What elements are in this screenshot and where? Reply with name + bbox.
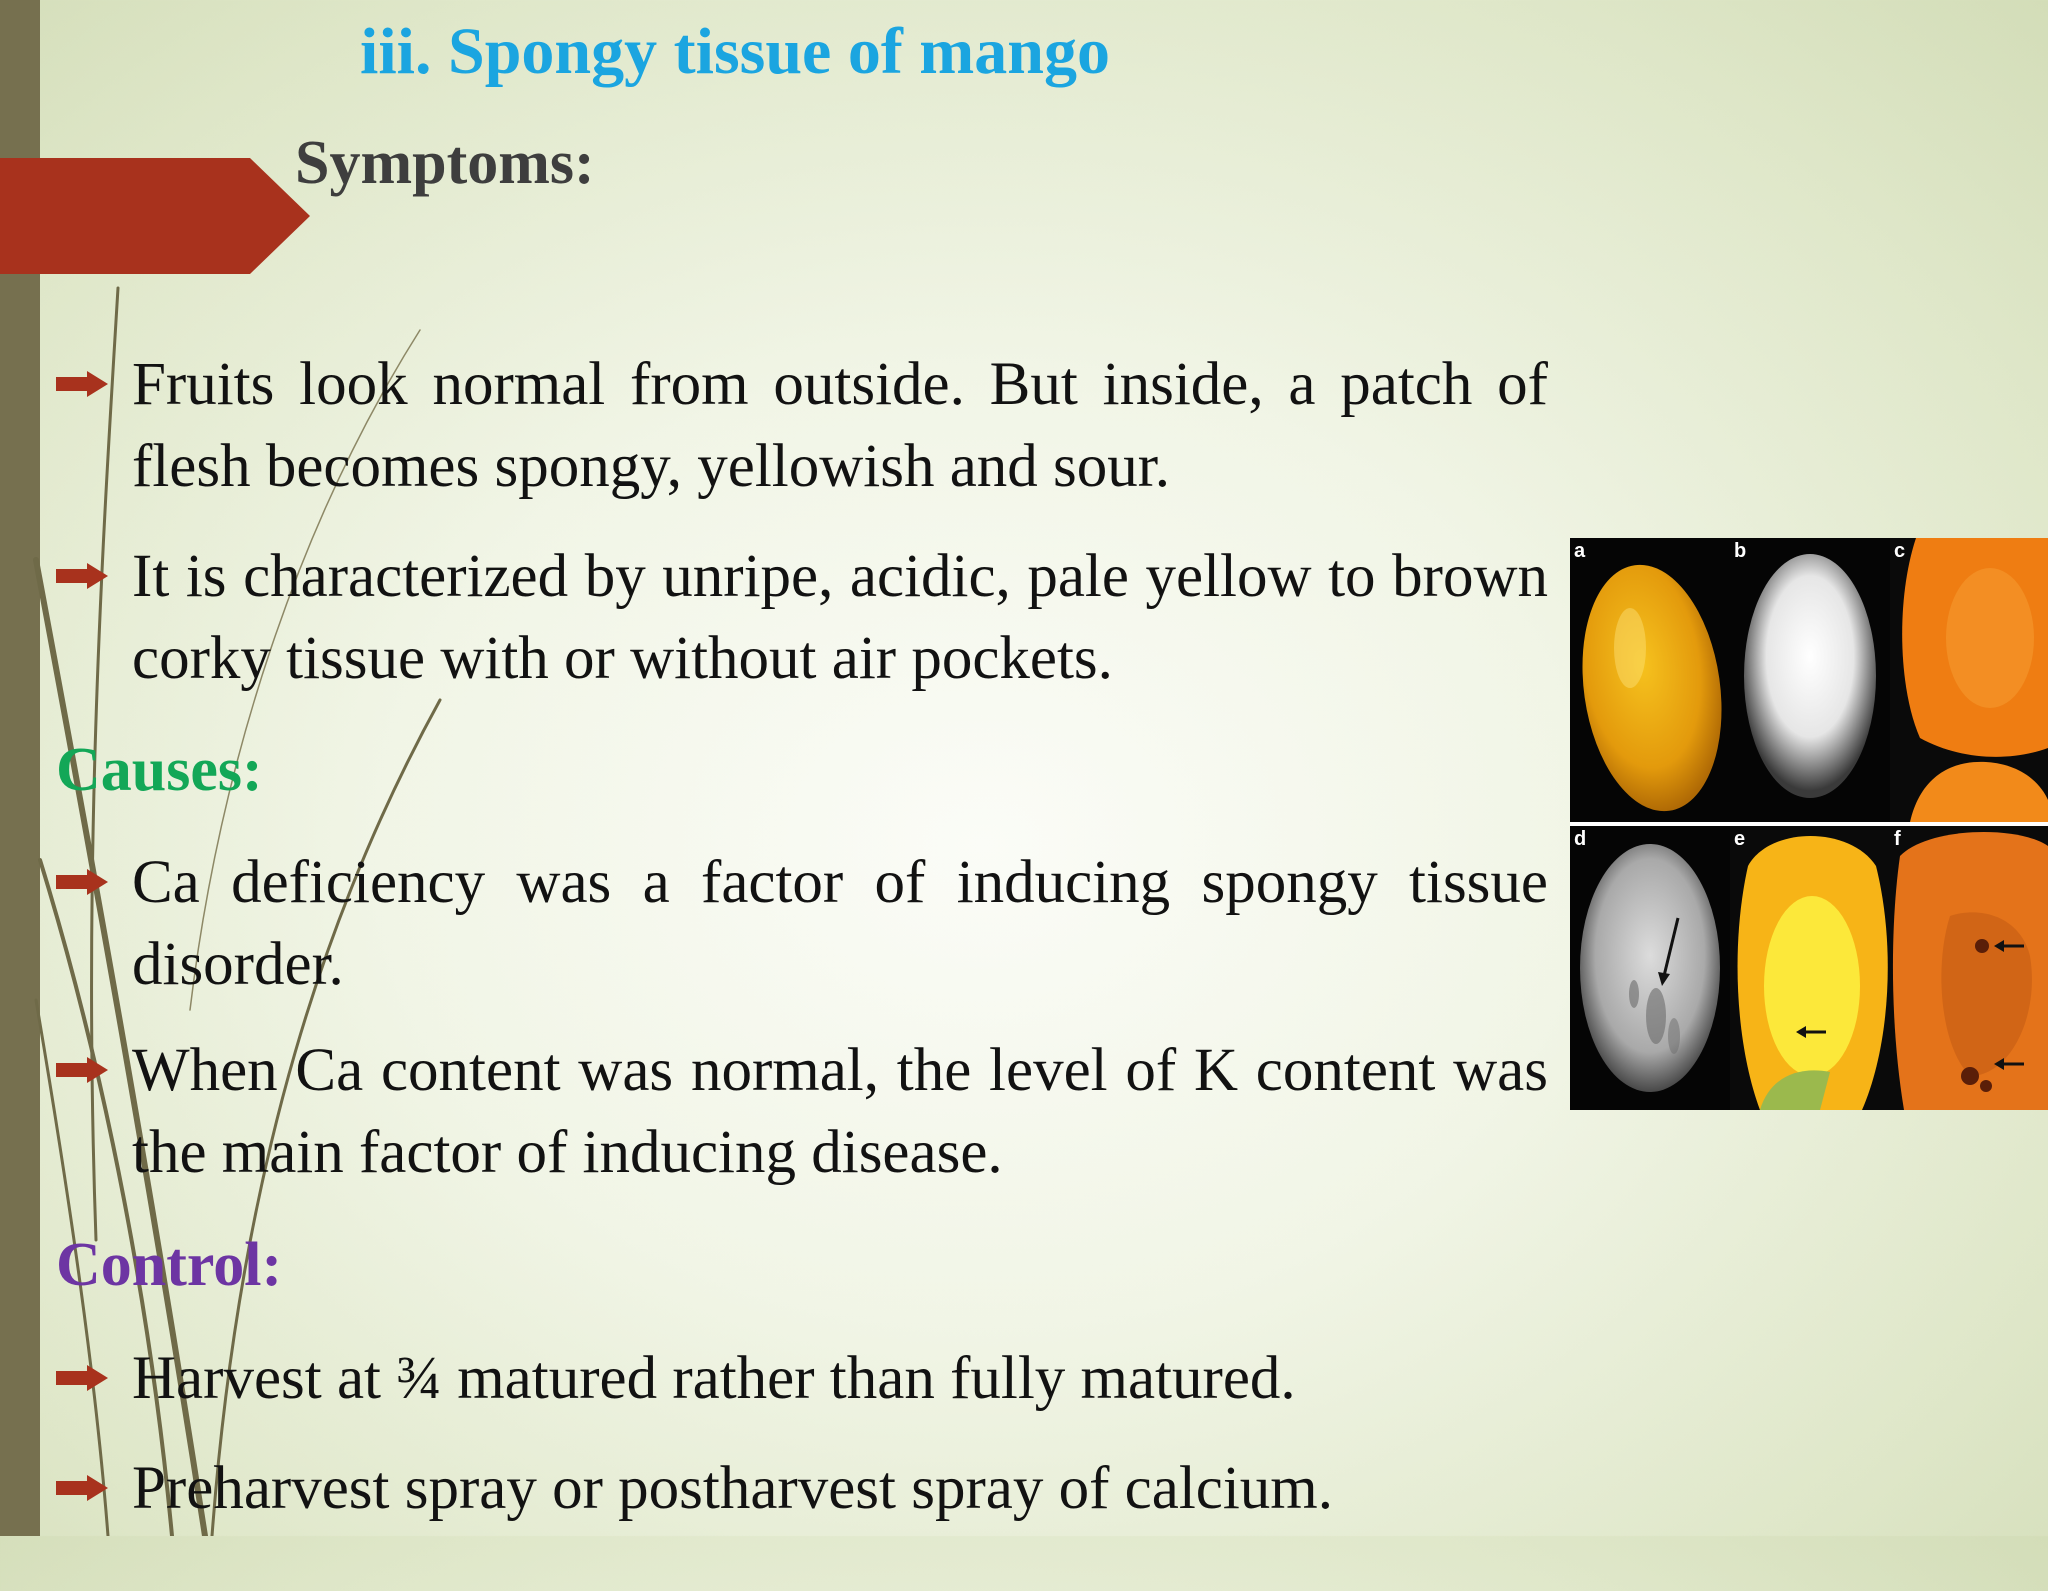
right-arrow-bullet-icon	[56, 546, 132, 606]
cause-text-1: Ca deficiency was a factor of inducing spongy tissue disorder.	[132, 849, 1548, 998]
mango-whole-fruit-image	[1570, 538, 1730, 822]
control-text-1: Harvest at ¾ matured rather than fully matured.	[132, 1345, 1296, 1412]
cause-text-2: When Ca content was normal, the level of K content was the main factor of inducing disease.	[132, 1037, 1548, 1186]
symptom-text-1: Fruits look normal from outside. But inside, a patch of flesh becomes spongy, yellowish and sour.	[132, 351, 1548, 500]
symptom-bullet-2	[56, 543, 1548, 761]
right-arrow-bullet-icon	[56, 354, 132, 414]
panel-label-f: f	[1894, 828, 1901, 850]
control-heading: Control:	[56, 1231, 283, 1299]
mango-xray-image	[1730, 538, 1890, 822]
mango-cut-yellow-flesh-image	[1730, 826, 1890, 1110]
right-arrow-bullet-icon	[56, 1458, 132, 1518]
right-arrow-bullet-icon	[56, 1348, 132, 1408]
panel-label-c: c	[1894, 540, 1906, 562]
mango-photo-panel-a	[1570, 538, 1730, 822]
panel-label-d: d	[1574, 828, 1587, 850]
cause-bullet-2	[56, 1037, 1548, 1255]
mango-cut-section-image	[1890, 538, 2048, 822]
right-arrow-bullet-icon	[56, 852, 132, 912]
red-banner-shape	[0, 158, 310, 274]
mango-photo-panel-b	[1730, 538, 1890, 822]
symptom-text-2: It is characterized by unripe, acidic, pale yellow to brown corky tissue with or without air pockets.	[132, 543, 1548, 692]
panel-label-e: e	[1734, 828, 1746, 850]
mango-photo-figure	[1570, 538, 2048, 1110]
panel-label-a: a	[1574, 540, 1586, 562]
mango-photo-panel-e	[1730, 826, 1890, 1110]
slide-title: iii. Spongy tissue of mango	[360, 15, 1110, 88]
causes-heading: Causes:	[56, 736, 263, 804]
mango-photo-panel-c	[1890, 538, 2048, 822]
control-text-2: Preharvest spray or postharvest spray of calcium.	[132, 1455, 1333, 1522]
right-arrow-bullet-icon	[56, 1040, 132, 1100]
mango-xray-defect-image	[1570, 826, 1730, 1110]
panel-label-b: b	[1734, 540, 1747, 562]
mango-photo-panel-f	[1890, 826, 2048, 1110]
mango-photo-panel-d	[1570, 826, 1730, 1110]
symptoms-heading: Symptoms:	[295, 129, 595, 197]
mango-cut-brown-tissue-image	[1890, 826, 2048, 1110]
control-bullet-2	[56, 1455, 1548, 1591]
